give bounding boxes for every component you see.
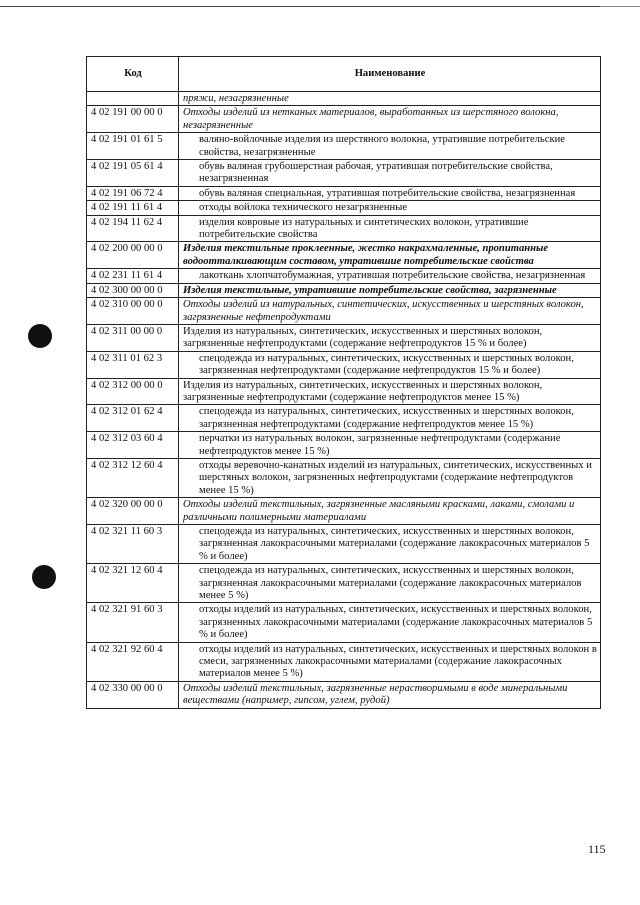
page-number: 115 xyxy=(588,842,606,856)
row-name: валяно-войлочные изделия из шерстяного волокна, утратившие потребительские свойства, незагрязненные xyxy=(179,133,601,160)
table-row xyxy=(87,681,601,708)
table-row xyxy=(87,324,601,351)
table-row xyxy=(87,242,601,269)
table-header-row xyxy=(87,57,601,92)
row-name: обувь валяная грубошерстная рабочая, утратившая потребительские свойства, незагрязненная xyxy=(179,160,601,187)
row-name: Изделия текстильные проклеенные, жестко накрахмаленные, пропитанные водоотталкивающим составом, утратившие потребительские свойства xyxy=(179,242,601,269)
row-name: Изделия из натуральных, синтетических, искусственных и шерстяных волокон, загрязненные нефтепродуктами (содержание нефтепродуктов 15 % и более) xyxy=(179,324,601,351)
row-code: 4 02 191 11 61 4 xyxy=(87,201,179,215)
row-code: 4 02 231 11 61 4 xyxy=(87,269,179,283)
row-name: перчатки из натуральных волокон, загрязненные нефтепродуктами (содержание нефтепродуктов менее 15 %) xyxy=(179,432,601,459)
row-name: спецодежда из натуральных, синтетических, искусственных и шерстяных волокон, загрязненная лакокрасочными материалами (содержание лакокрасочных материалов менее 5 %) xyxy=(179,564,601,603)
row-name: спецодежда из натуральных, синтетических, искусственных и шерстяных волокон, загрязненная нефтепродуктами (содержание нефтепродуктов менее 15 %) xyxy=(179,405,601,432)
row-name: Изделия из натуральных, синтетических, искусственных и шерстяных волокон, загрязненные нефтепродуктами (содержание нефтепродуктов менее 15 %) xyxy=(179,378,601,405)
row-code: 4 02 194 11 62 4 xyxy=(87,215,179,242)
table-row xyxy=(87,283,601,297)
row-code: 4 02 330 00 00 0 xyxy=(87,681,179,708)
table-row xyxy=(87,92,601,106)
row-code: 4 02 321 92 60 4 xyxy=(87,642,179,681)
row-code: 4 02 321 11 60 3 xyxy=(87,525,179,564)
row-name: отходы изделий из натуральных, синтетических, искусственных и шерстяных волокон, загрязненных лакокрасочными материалами (содержание лакокрасочных материалов 5 % и более) xyxy=(179,603,601,642)
row-code: 4 02 312 01 62 4 xyxy=(87,405,179,432)
row-code: 4 02 312 00 00 0 xyxy=(87,378,179,405)
row-code: 4 02 320 00 00 0 xyxy=(87,498,179,525)
table-row xyxy=(87,351,601,378)
table-row xyxy=(87,498,601,525)
table-row xyxy=(87,458,601,497)
row-code: 4 02 311 01 62 3 xyxy=(87,351,179,378)
table-row xyxy=(87,525,601,564)
row-name: пряжи, незагрязненные xyxy=(179,92,601,106)
punch-hole-upper xyxy=(28,324,52,348)
row-name: изделия ковровые из натуральных и синтетических волокон, утратившие потребительские свойства xyxy=(179,215,601,242)
table-row xyxy=(87,215,601,242)
punch-hole-lower xyxy=(32,565,56,589)
table-row xyxy=(87,269,601,283)
row-name: Отходы изделий текстильных, загрязненные масляными красками, лаками, смолами и различными полимерными материалами xyxy=(179,498,601,525)
table-row xyxy=(87,186,601,200)
row-code: 4 02 191 06 72 4 xyxy=(87,186,179,200)
row-name: обувь валяная специальная, утратившая потребительские свойства, незагрязненная xyxy=(179,186,601,200)
row-code: 4 02 191 00 00 0 xyxy=(87,106,179,133)
row-name: спецодежда из натуральных, синтетических, искусственных и шерстяных волокон, загрязненная лакокрасочными материалами (содержание лакокрасочных материалов 5 % и более) xyxy=(179,525,601,564)
table-body xyxy=(87,92,601,709)
table-row xyxy=(87,603,601,642)
table-row xyxy=(87,298,601,325)
table-row xyxy=(87,405,601,432)
row-code: 4 02 300 00 00 0 xyxy=(87,283,179,297)
row-name: Отходы изделий из натуральных, синтетических, искусственных и шерстяных волокон, загрязненные нефтепродуктами xyxy=(179,298,601,325)
table-row xyxy=(87,378,601,405)
scan-top-edge-line-faint xyxy=(600,6,640,7)
waste-classification-table xyxy=(86,56,601,709)
table-row xyxy=(87,201,601,215)
table-row xyxy=(87,133,601,160)
row-name: лакоткань хлопчатобумажная, утратившая потребительские свойства, незагрязненная xyxy=(179,269,601,283)
row-code: 4 02 191 05 61 4 xyxy=(87,160,179,187)
row-name: отходы изделий из натуральных, синтетических, искусственных и шерстяных волокон в смеси, загрязненных лакокрасочными материалами (содержание лакокрасочных материалов менее 5 %) xyxy=(179,642,601,681)
table-row xyxy=(87,432,601,459)
row-code: 4 02 312 03 60 4 xyxy=(87,432,179,459)
row-code: 4 02 321 91 60 3 xyxy=(87,603,179,642)
table-row xyxy=(87,564,601,603)
row-name: Отходы изделий из нетканых материалов, выработанных из шерстяного волокна, незагрязненные xyxy=(179,106,601,133)
row-name: отходы веревочно-канатных изделий из натуральных, синтетических, искусственных и шерстяных волокон, загрязненных нефтепродуктами (содержание нефтепродуктов менее 15 %) xyxy=(179,458,601,497)
row-code: 4 02 321 12 60 4 xyxy=(87,564,179,603)
row-code: 4 02 200 00 00 0 xyxy=(87,242,179,269)
row-code xyxy=(87,92,179,106)
table-row xyxy=(87,642,601,681)
header-name: Наименование xyxy=(179,57,601,92)
scan-top-edge-line xyxy=(0,6,600,7)
table-row xyxy=(87,106,601,133)
row-code: 4 02 311 00 00 0 xyxy=(87,324,179,351)
row-name: Отходы изделий текстильных, загрязненные нерастворимыми в воде минеральными веществами (например, гипсом, углем, рудой) xyxy=(179,681,601,708)
row-code: 4 02 191 01 61 5 xyxy=(87,133,179,160)
table-row xyxy=(87,160,601,187)
row-name: Изделия текстильные, утратившие потребительские свойства, загрязненные xyxy=(179,283,601,297)
row-name: спецодежда из натуральных, синтетических, искусственных и шерстяных волокон, загрязненная нефтепродуктами (содержание нефтепродуктов 15 % и более) xyxy=(179,351,601,378)
row-code: 4 02 312 12 60 4 xyxy=(87,458,179,497)
row-code: 4 02 310 00 00 0 xyxy=(87,298,179,325)
header-code: Код xyxy=(87,57,179,92)
row-name: отходы войлока технического незагрязненные xyxy=(179,201,601,215)
